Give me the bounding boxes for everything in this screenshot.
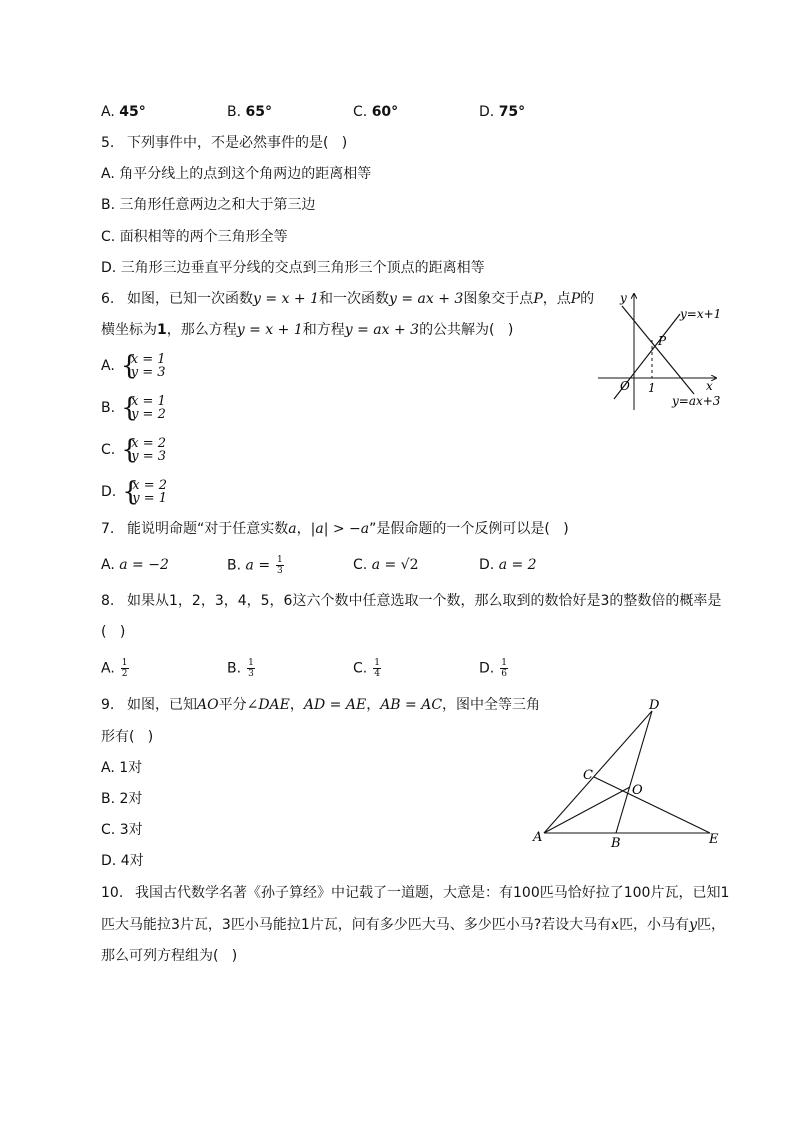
vertex-o-label: O (632, 783, 643, 798)
vertex-c-label: C (583, 768, 593, 783)
q9-stem-line2: 形有( ) (101, 729, 154, 745)
q4-option-a: A. 45° (101, 104, 146, 120)
q10-stem-line3: 那么可列方程组为( ) (101, 948, 238, 964)
q7-option-c: C. a = √2 (353, 557, 419, 573)
q9-option-a: A. 1对 (101, 760, 143, 776)
q9-triangle-figure (528, 695, 728, 855)
q6-option-a: A. { x = 1 y = 3 (101, 351, 166, 381)
q5-option-d: D. 三角形三边垂直平分线的交点到三角形三个顶点的距离相等 (101, 260, 485, 276)
q6-stem-line1: 6. 如图，已知一次函数y = x + 1和一次函数y = ax + 3图象交于点P，点P的 (101, 291, 595, 307)
y-axis-label: y (620, 291, 627, 305)
tick-label: 1 (648, 381, 656, 395)
vertex-b-label: B (611, 836, 621, 851)
q7-stem: 7. 能说明命题“对于任意实数a，|a| > −a”是假命题的一个反例可以是( ) (101, 521, 569, 537)
q8-option-c: C. $\frac{1}{4}$ (353, 658, 380, 679)
segment-ad (544, 711, 652, 833)
q8-option-d: D. $\frac{1}{6}$ (479, 658, 507, 679)
q10-stem-line2: 匹大马能拉3片瓦，3匹小马能拉1片瓦，问有多少匹大马、多少匹小马?若设大马有x匹，小马有y匹， (101, 917, 725, 933)
q6-option-c: C. { x = 2 y = 3 (101, 435, 167, 465)
q8-option-b: B. $\frac{1}{3}$ (227, 658, 254, 679)
q8-option-a: A. $\frac{1}{2}$ (101, 658, 128, 679)
vertex-a-label: A (533, 830, 543, 845)
q4-option-c: C. 60° (353, 104, 399, 120)
point-p-label: P (658, 334, 667, 348)
q5-option-c: C. 面积相等的两个三角形全等 (101, 229, 288, 245)
q6-option-b: B. { x = 1 y = 2 (101, 393, 166, 423)
line1-label: y=x+1 (680, 307, 722, 321)
vertex-d-label: D (649, 698, 660, 713)
q8-stem-line1: 8. 如果从1，2，3，4，5，6这六个数中任意选取一个数，那么取到的数恰好是3的整数倍的概率是 (101, 593, 722, 609)
q9-option-b: B. 2对 (101, 791, 143, 807)
q5-option-b: B. 三角形任意两边之和大于第三边 (101, 197, 316, 213)
q4-option-d: D. 75° (479, 104, 526, 120)
vertex-e-label: E (709, 832, 719, 847)
q7-option-d: D. a = 2 (479, 557, 537, 573)
q5-option-a: A. 角平分线上的点到这个角两边的距离相等 (101, 166, 372, 182)
q7-option-b: B. a = $\frac{1}{3}$ (227, 555, 283, 576)
x-axis-label: x (706, 379, 713, 393)
origin-label: O (620, 379, 630, 393)
segment-ao (544, 787, 630, 833)
q9-option-c: C. 3对 (101, 822, 143, 838)
q7-option-a: A. a = −2 (101, 557, 169, 573)
q4-option-b: B. 65° (227, 104, 272, 120)
q9-option-d: D. 4对 (101, 853, 144, 869)
q9-stem-line1: 9. 如图，已知AO平分∠DAE，AD = AE，AB = AC，图中全等三角 (101, 697, 541, 713)
q6-graph-figure (594, 288, 729, 413)
q5-stem: 5. 下列事件中，不是必然事件的是( ) (101, 135, 348, 151)
q8-stem-line2: ( ) (101, 624, 126, 640)
line2-label: y=ax+3 (672, 394, 721, 408)
q6-option-d: D. { x = 2 y = 1 (101, 477, 168, 507)
segment-ce (594, 777, 710, 833)
segment-db (616, 711, 652, 833)
q6-stem-line2: 横坐标为1，那么方程y = x + 1和方程y = ax + 3的公共解为( ) (101, 322, 514, 338)
q10-stem-line1: 10. 我国古代数学名著《孙子算经》中记载了一道题，大意是：有100匹马恰好拉了100片瓦，已知1 (101, 885, 730, 901)
